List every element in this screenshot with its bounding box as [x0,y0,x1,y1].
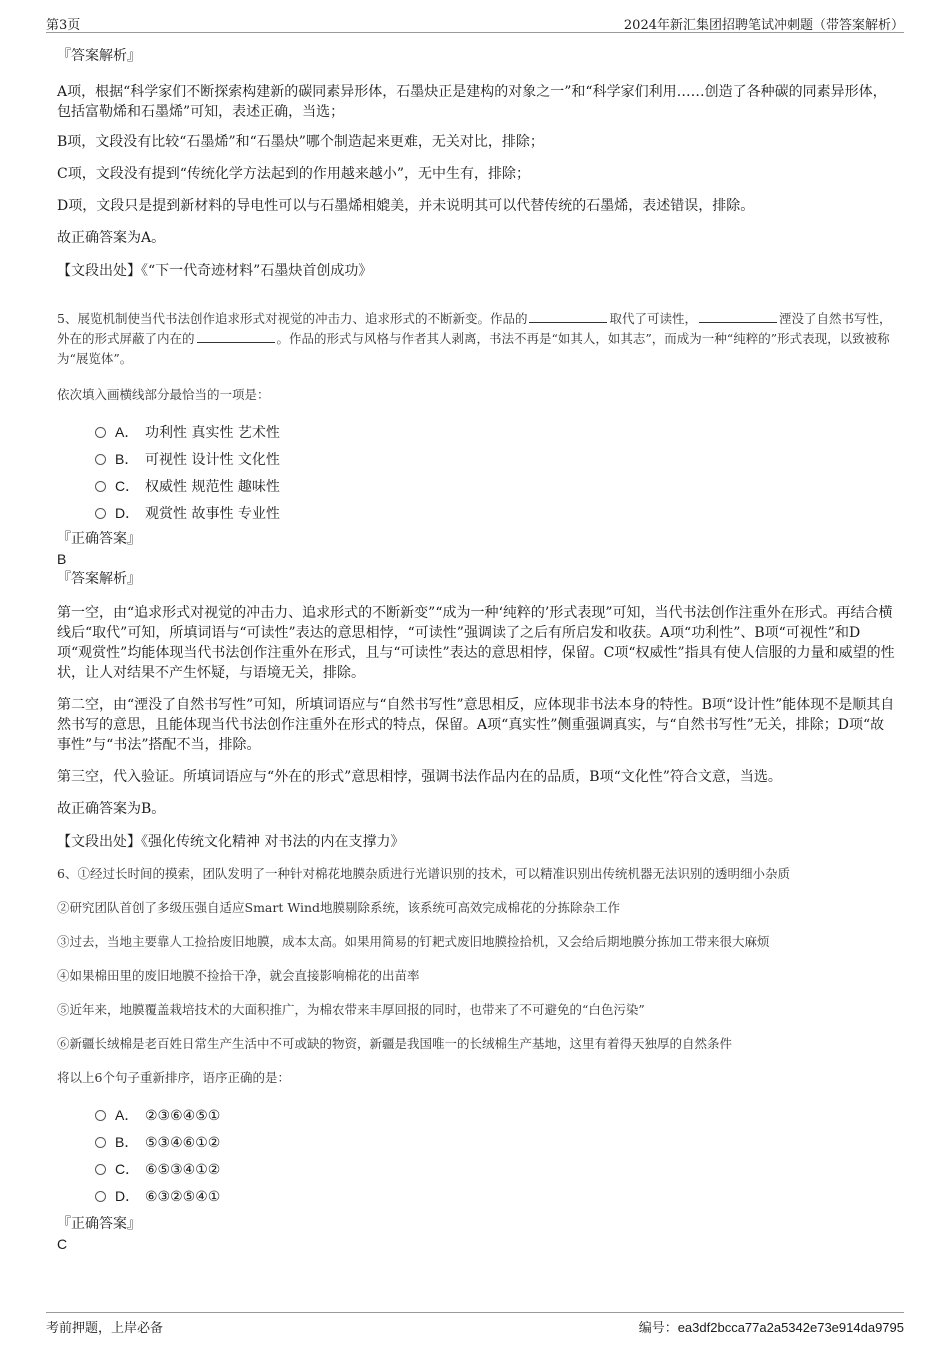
analysis-para-3: 第三空，代入验证。所填词语应与“外在的形式”意思相悖，强调书法作品内在的品质，B项“文化性”符合文意，当选。 [57,769,782,785]
option-c[interactable]: C． 权威性 规范性 趣味性 [95,473,895,500]
question-5-prompt: 依次填入画横线部分最恰当的一项是： [57,387,270,402]
document-id: 编号：ea3df2bcca77a2a5342e73e914da9795 [638,1320,904,1335]
question-5-options [57,419,895,527]
option-b[interactable]: B． 可视性 设计性 文化性 [95,446,895,473]
blank-1[interactable] [529,310,607,323]
option-c[interactable]: C． ⑥⑤③④①② [95,1156,895,1183]
radio-icon[interactable] [95,427,106,438]
blank-3[interactable] [197,330,275,343]
sentence-4: ④如果棉田里的废旧地膜不捡拾干净，就会直接影响棉花的出苗率 [57,968,420,983]
question-6-prompt: 将以上6个句子重新排序，语序正确的是： [57,1070,290,1085]
sentence-6: ⑥新疆长绒棉是老百姓日常生产生活中不可或缺的物资，新疆是我国唯一的长绒棉生产基地，这里有着得天独厚的自然条件 [57,1036,733,1051]
footer-slogan: 考前押题，上岸必备 [46,1321,164,1336]
question-5-stem: 5、展览机制使当代书法创作追求形式对视觉的冲击力、追求形式的不断新变。作品的 取代了可读性， 湮没了自然书写性，外在的形式屏蔽了内在的 。作品的形式与风格与作者其人剥离，书法不再是“如其人，如其志”，而成为一种“纯粹的”形式表现，以致被称为“展览体”。 [57,311,892,366]
correct-answer: C [57,1236,68,1252]
page-footer [46,1312,904,1337]
document-title: 2024年新汇集团招聘笔试冲刺题（带答案解析） [623,18,904,33]
option-a[interactable]: A． ②③⑥④⑤① [95,1102,895,1129]
sentence-3: ③过去，当地主要靠人工捡拾废旧地膜，成本太高。如果用简易的钉耙式废旧地膜捡拾机，又会给后期地膜分拣加工带来很大麻烦 [57,934,770,949]
analysis-option-d: D项，文段只是提到新材料的导电性可以与石墨烯相媲美，并未说明其可以代替传统的石墨烯，表述错误，排除。 [57,198,755,214]
analysis-para-1: 第一空，由“追求形式对视觉的冲击力、追求形式的不断新变”“成为一种‘纯粹的’形式表现”可知，当代书法创作注重外在形式。再结合横线后“取代”可知，所填词语与“可读性”表达的意思相悖，“可读性”强调读了之后有所启发和收获。A项“功利性”、B项“可视性”和D项“观赏性”均能体现当代书法创作注重外在形式，且与“可读性”表达的意思相悖，保留。C项“权威性”指具有使人信服的力量和威望的性状，让人对结果不产生怀疑，与语境无关，排除。 [57,605,895,681]
option-d[interactable]: D． 观赏性 故事性 专业性 [95,500,895,527]
radio-icon[interactable] [95,1110,106,1121]
option-d[interactable]: D． ⑥③②⑤④① [95,1183,895,1210]
radio-icon[interactable] [95,454,106,465]
analysis-option-b: B项，文段没有比较“石墨烯”和“石墨炔”哪个制造起来更难，无关对比，排除； [57,134,544,150]
sentence-5: ⑤近年来，地膜覆盖栽培技术的大面积推广，为棉农带来丰厚回报的同时，也带来了不可避免的“白色污染” [57,1002,645,1017]
analysis-option-a: A项，根据“科学家们不断探索构建新的碳同素异形体，石墨炔正是建构的对象之一”和“科学家们利用……创造了各种碳的同素异形体，包括富勒烯和石墨烯”可知，表述正确，当选； [57,84,887,120]
radio-icon[interactable] [95,1191,106,1202]
option-a[interactable]: A． 功利性 真实性 艺术性 [95,419,895,446]
conclusion: 故正确答案为A。 [57,230,166,246]
radio-icon[interactable] [95,508,106,519]
option-b[interactable]: B． ⑤③④⑥①② [95,1129,895,1156]
radio-icon[interactable] [95,481,106,492]
main-content [57,40,895,1254]
page-header [46,10,904,33]
conclusion: 故正确答案为B。 [57,801,166,817]
analysis-para-2: 第二空，由“湮没了自然书写性”可知，所填词语应与“自然书写性”意思相反，应体现非书法本身的特性。B项“设计性”能体现不是顺其自然书写的意思，且能体现当代书法创作注重外在形式的特点，保留。A项“真实性”侧重强调真实，与“自然书写性”无关，排除；D项“故事性”与“书法”搭配不当，排除。 [57,697,895,753]
source-citation: 【文段出处】《强化传统文化精神 对书法的内在支撑力》 [57,834,405,850]
radio-icon[interactable] [95,1137,106,1148]
correct-answer-label: 『正确答案』 [57,1216,141,1232]
sentence-2: ②研究团队首创了多级压强自适应Smart Wind地膜剔除系统，该系统可高效完成棉花的分拣除杂工作 [57,900,621,915]
correct-answer-label: 『正确答案』 [57,531,141,547]
radio-icon[interactable] [95,1164,106,1175]
sentence-1: 6、①经过长时间的摸索，团队发明了一种针对棉花地膜杂质进行光谱识别的技术，可以精准识别出传统机器无法识别的透明细小杂质 [57,866,790,881]
question-6-options [57,1102,895,1210]
page-number: 第3页 [46,18,81,33]
analysis-option-c: C项，文段没有提到“传统化学方法起到的作用越来越小”，无中生有，排除； [57,166,531,182]
analysis-label: 『答案解析』 [57,48,141,64]
blank-2[interactable] [699,310,777,323]
correct-answer: B [57,551,67,567]
source-citation: 【文段出处】《“下一代奇迹材料”石墨炔首创成功》 [57,263,373,279]
analysis-label: 『答案解析』 [57,571,141,587]
